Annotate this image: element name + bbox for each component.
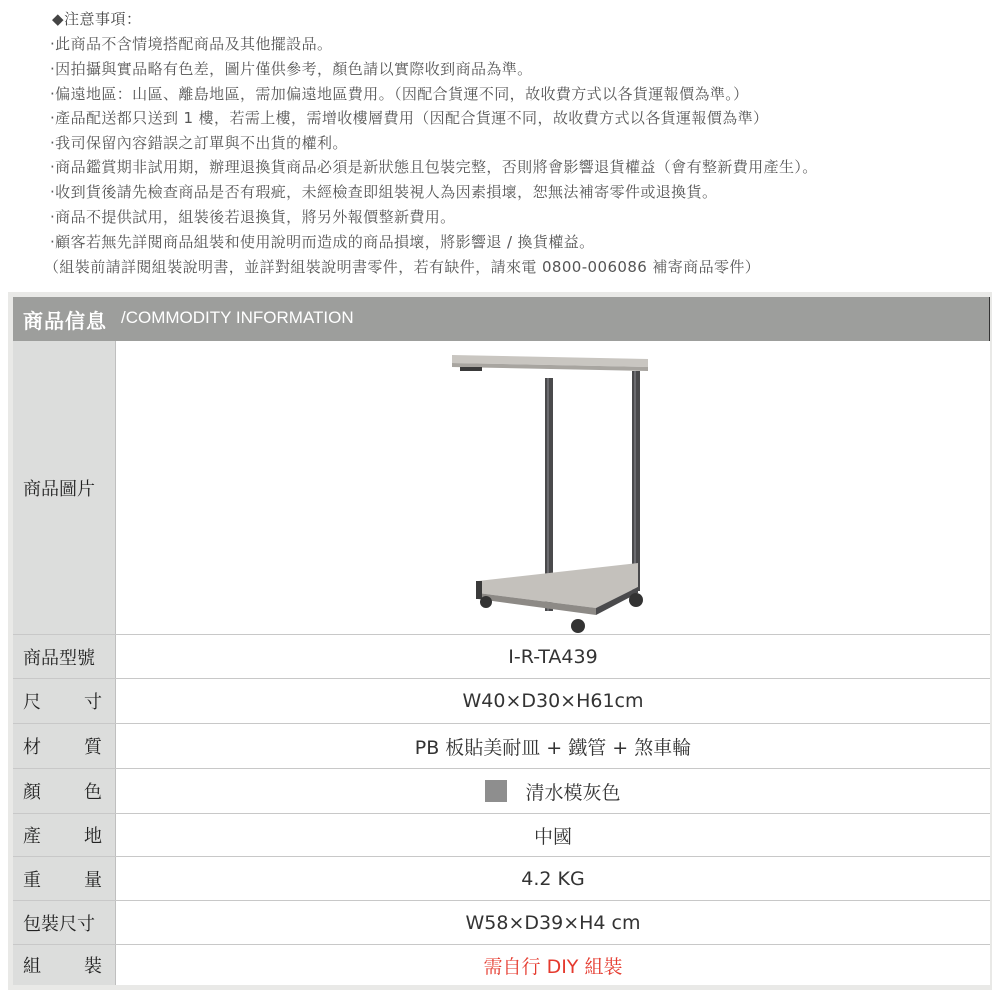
spec-label-part: 裝 (84, 956, 102, 977)
note-line: ‧因拍攝與實品略有色差，圖片僅供參考，顏色請以實際收到商品為準。 (50, 60, 533, 78)
spec-label-part: 組 (23, 956, 41, 977)
color-swatch-icon (485, 780, 507, 802)
note-line: ‧此商品不含情境搭配商品及其他擺設品。 (50, 35, 333, 53)
note-line: ‧商品鑑賞期非試用期，辦理退換貨商品必須是新狀態且包裝完整，否則將會影響退貨權益（會有整新費用產生）。 (50, 158, 818, 176)
spec-table (13, 341, 990, 985)
spec-label (13, 679, 116, 723)
spec-label-part: 材 (23, 737, 41, 758)
note-line: ‧收到貨後請先檢查商品是否有瑕疵，未經檢查即組裝視人為因素損壞，恕無法補寄零件或退換貨。 (50, 183, 718, 201)
spec-row-model (13, 635, 990, 679)
spec-label-part: 重 (23, 869, 41, 891)
note-line: ‧我司保留內容錯誤之訂單與不出貨的權利。 (50, 134, 348, 152)
spec-label-part: 尺 (23, 692, 41, 713)
spec-label (13, 945, 116, 985)
note-line: ‧偏遠地區：山區、離島地區，需加偏遠地區費用。（因配合貨運不同，故收費方式以各貨運報價為準。） (50, 85, 749, 103)
spec-label (13, 857, 116, 900)
spec-label-part: 質 (84, 737, 102, 758)
spec-label: 包裝尺寸 (13, 901, 116, 944)
spec-row-material (13, 724, 990, 769)
spec-row-package-size (13, 901, 990, 945)
spec-value-origin: 中國 (533, 825, 572, 848)
spec-value-material: PB 板貼美耐皿 + 鐵管 + 煞車輪 (414, 736, 692, 759)
section-title-en: /COMMODITY INFORMATION (121, 308, 354, 327)
spec-row-assembly (13, 945, 990, 985)
note-line: ‧商品不提供試用，組裝後若退換貨，將另外報價整新費用。 (50, 208, 456, 226)
spec-value-color (116, 769, 990, 813)
section-header (13, 297, 990, 341)
spec-value-package-size: W58×D39×H4 cm (465, 911, 641, 934)
spec-value-size: W40×D30×H61cm (462, 690, 644, 712)
spec-label-part: 顏 (23, 782, 41, 803)
spec-value-weight: 4.2 KG (521, 867, 585, 890)
note-line-assembly: （組裝前請詳閱組裝說明書，並詳對組裝說明書零件，若有缺件，請來電 0800-006086 補寄商品零件） (44, 258, 761, 276)
spec-label-part: 色 (84, 782, 102, 803)
spec-value-model: I-R-TA439 (508, 645, 598, 668)
product-image (446, 343, 656, 633)
spec-label-part: 寸 (84, 692, 102, 713)
product-image-cell (116, 341, 990, 634)
spec-value-assembly: 需自行 DIY 組裝 (483, 955, 623, 978)
note-line: ‧顧客若無先詳閱商品組裝和使用說明而造成的商品損壞，將影響退 / 換貨權益。 (50, 233, 595, 251)
note-line: ‧產品配送都只送到 1 樓，若需上樓，需增收樓層費用（因配合貨運不同，故收費方式以各貨運報價為準） (50, 109, 769, 127)
spec-row-image (13, 341, 990, 635)
spec-label (13, 769, 116, 813)
spec-row-weight (13, 857, 990, 901)
spec-label (13, 724, 116, 768)
spec-label: 商品圖片 (13, 341, 116, 634)
spec-label (13, 814, 116, 856)
spec-label: 商品型號 (13, 635, 116, 678)
section-title-cn: 商品信息 (23, 309, 107, 333)
spec-label-part: 產 (23, 826, 41, 847)
spec-label-part: 量 (84, 869, 102, 891)
spec-row-size (13, 679, 990, 724)
color-name: 清水模灰色 (525, 781, 621, 804)
notes-title: ◆注意事項： (52, 10, 142, 28)
spec-label-part: 地 (84, 826, 102, 847)
spec-row-origin (13, 814, 990, 857)
spec-row-color (13, 769, 990, 814)
